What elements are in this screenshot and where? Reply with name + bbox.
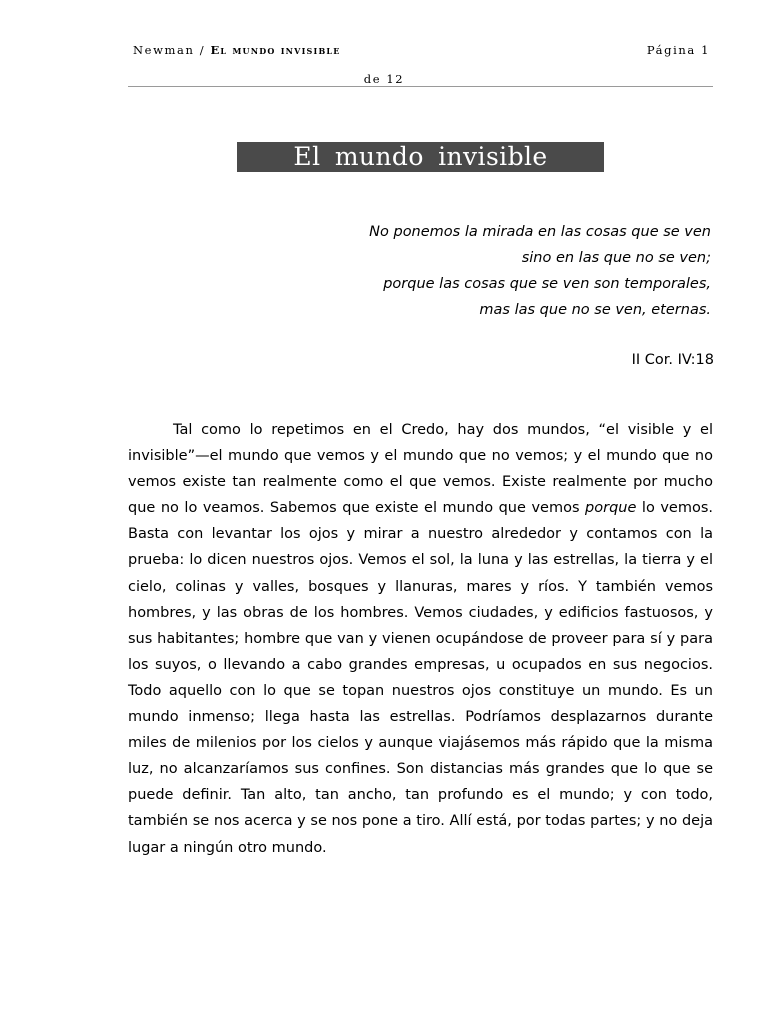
header-divider [128, 86, 713, 87]
body-paragraph [128, 417, 713, 861]
epigraph-line: sino en las que no se ven; [521, 250, 711, 266]
header-page-count: de 12 [363, 72, 405, 86]
header-author: Newman / [133, 43, 211, 57]
header-author-title [133, 43, 341, 57]
header-page-number: Página 1 [646, 43, 710, 57]
document-title: El mundo invisible [237, 142, 604, 172]
body-emphasis: porque [585, 500, 637, 517]
epigraph-line: No ponemos la mirada en las cosas que se ven [369, 224, 711, 240]
epigraph-line: mas las que no se ven, eternas. [479, 302, 711, 318]
epigraph [300, 219, 711, 323]
body-text-part1: Tal como lo repetimos en el Credo, hay dos mundos, “el visible y el invisible”—el mundo que vemos y el mundo que no vemos; y el mundo que no vemos existe tan realmente como el que vemos. Existe realmente por mucho que no lo veamos. Sabemos que existe el mundo que vemos [128, 422, 713, 517]
header-doc-title: El mundo invisible [210, 43, 341, 57]
epigraph-citation: II Cor. IV:18 [631, 352, 714, 368]
epigraph-line: porque las cosas que se ven son temporales, [383, 276, 711, 292]
body-text-part2: lo vemos. Basta con levantar los ojos y mirar a nuestro alrededor y contamos con la prueba: lo dicen nuestros ojos. Vemos el sol, la luna y las estrellas, la tierra y el cielo, colinas y valles, bosques y llanuras, mares y ríos. Y también vemos hombres, y las obras de los hombres. Vemos ciudades, y edificios fastuosos, y sus habitantes; hombre que van y vienen ocupándose de proveer para sí y para los suyos, o llevando a cabo grandes empresas, u ocupados en sus negocios. Todo aquello con lo que se topan nuestros ojos constituye un mundo. Es un mundo inmenso; llega hasta las estrellas. Podríamos desplazarnos durante miles de milenios por los cielos y aunque viajásemos más rápido que la misma luz, no alcanzaríamos sus confines. Son distancias más grandes que lo que se puede definir. Tan alto, tan ancho, tan profundo es el mundo; y con todo, también se nos acerca y se nos pone a tiro. Allí está, por todas partes; y no deja lugar a ningún otro mundo. [128, 500, 714, 856]
